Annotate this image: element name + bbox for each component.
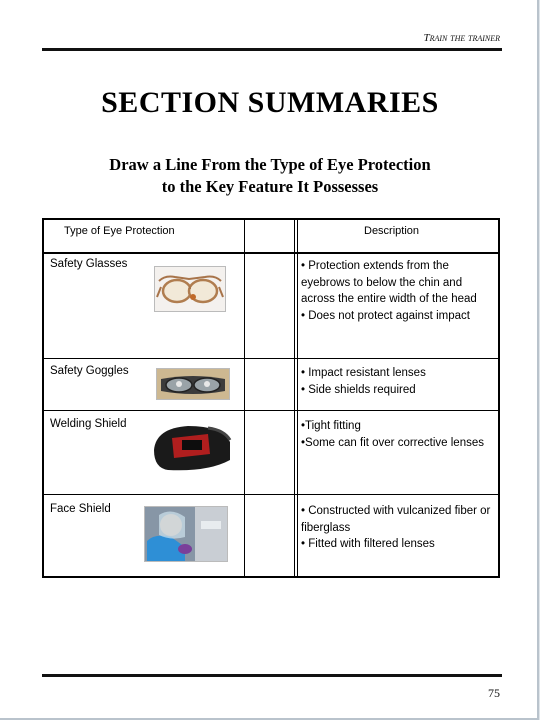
row-desc-face-shield	[301, 503, 497, 553]
footer-rule	[42, 674, 502, 677]
desc-item: • Constructed with vulcanized fiber or fiberglass	[301, 505, 491, 534]
running-header	[330, 32, 500, 44]
table-row-rule	[44, 494, 498, 495]
page-number: 75	[488, 686, 500, 700]
desc-item: • Side shields required	[301, 383, 416, 396]
face-shield-icon	[145, 507, 227, 561]
subtitle-line-1: Draw a Line From the Type of Eye Protection	[109, 155, 431, 174]
column-header-description: Description	[364, 225, 420, 237]
page-subtitle	[0, 154, 540, 198]
safety-goggles-icon	[157, 369, 229, 399]
row-desc-safety-goggles	[301, 365, 497, 398]
running-header-text: Train the trainer	[423, 32, 500, 44]
table-row-rule	[44, 358, 498, 359]
safety-glasses-photo	[154, 266, 226, 312]
eye-protection-table	[42, 218, 500, 578]
desc-item: • Impact resistant lenses	[301, 367, 426, 379]
table-divider	[297, 220, 298, 576]
row-type-face-shield: Face Shield	[50, 503, 111, 515]
page-title: SECTION SUMMARIES	[101, 86, 439, 119]
safety-glasses-icon	[155, 267, 225, 311]
desc-item: • Does not protect against impact	[301, 309, 470, 322]
row-type-welding-shield: Welding Shield	[50, 418, 127, 430]
row-desc-safety-glasses	[301, 258, 497, 324]
column-header-type: Type of Eye Protection	[64, 225, 175, 237]
welding-shield-photo	[148, 420, 234, 474]
row-type-safety-glasses: Safety Glasses	[50, 258, 128, 270]
subtitle-line-2: to the Key Feature It Possesses	[161, 177, 379, 196]
desc-item: • Fitted with filtered lenses	[301, 538, 435, 550]
face-shield-photo	[144, 506, 228, 562]
table-divider	[244, 220, 245, 576]
table-row-rule	[44, 410, 498, 411]
table-divider	[294, 220, 295, 576]
desc-item: •Tight fitting	[301, 420, 361, 432]
safety-goggles-photo	[156, 368, 230, 400]
row-type-safety-goggles: Safety Goggles	[50, 365, 129, 377]
header-rule	[42, 48, 502, 51]
desc-item: • Protection extends from the eyebrows to below the chin and across the entire width of the head	[301, 260, 477, 305]
row-desc-welding-shield	[301, 418, 497, 451]
table-header-rule	[44, 252, 498, 254]
desc-item: •Some can fit over corrective lenses	[301, 436, 484, 449]
welding-shield-icon	[148, 420, 234, 474]
